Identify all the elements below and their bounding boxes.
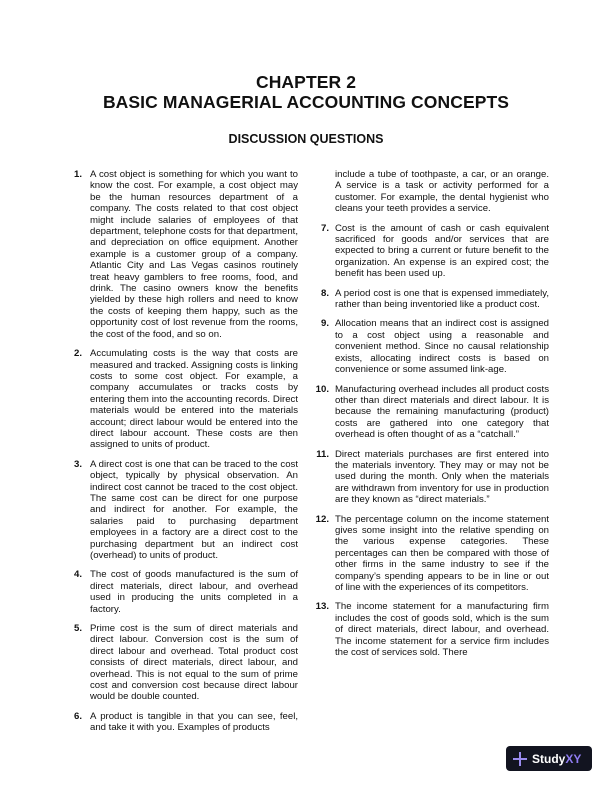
question-number: 13.: [315, 601, 329, 613]
question-number: 12.: [315, 513, 329, 525]
question-number: 2.: [73, 348, 82, 360]
question-item: [70, 169, 298, 340]
brand-accent: XY: [565, 751, 582, 766]
question-text: Direct materials purchases are first entered into the materials inventory. They may or may not be used during the month. Only when the materials are withdrawn from inventory for use in production are they known as “direct materials.”: [335, 448, 549, 506]
question-text: A product is tangible in that you can see, feel, and take it with you. Examples of products: [90, 710, 298, 734]
question-item: [311, 223, 549, 280]
chapter-heading: CHAPTER 2: [255, 72, 357, 92]
question-number: 4.: [73, 569, 82, 581]
question-item: [311, 318, 549, 375]
studyxy-badge[interactable]: [506, 746, 592, 771]
left-column: [70, 169, 298, 742]
question-number: 3.: [73, 458, 82, 470]
question-text: include a tube of toothpaste, a car, or an orange. A service is a task or activity performed for a customer. For example, the dental hygienist who cleans your teeth provides a service.: [335, 169, 549, 215]
question-item: [70, 623, 298, 703]
question-text: A direct cost is one that can be traced to the cost object, typically by physical observation. An indirect cost cannot be traced to the cost object. The same cost can be direct for one purpose and indirect for another. For example, the salaries paid to purchasing department employees in a factory are a direct cost to the purchasing department but an indirect cost (overhead) to units of product.: [90, 458, 298, 561]
question-text: Manufacturing overhead includes all product costs other than direct materials and direct labour. It is because the remaining manufacturing (product) costs are gathered into one category that overhead is often thought of as a “catchall.”: [335, 383, 549, 441]
question-text: The cost of goods manufactured is the sum of direct materials, direct labour, and overhead used in producing the units completed in a factory.: [90, 569, 298, 615]
question-item: [311, 384, 549, 441]
question-item: [70, 459, 298, 562]
question-item: [70, 348, 298, 451]
plus-icon: [513, 752, 527, 766]
question-text: Accumulating costs is the way that costs are measured and tracked. Assigning costs is linking costs to some cost object. For example, a company accumulates or tracks costs by entering them into the accounting records. Direct materials would be entered into the materials account; direct labour would be entered into the direct labour account. These costs are then assigned to units of product.: [90, 348, 298, 451]
question-number: 1.: [73, 169, 82, 180]
brand-logo-text: [532, 752, 581, 766]
question-number: 9.: [320, 318, 329, 330]
question-text: A period cost is one that is expensed immediately, rather than being inventoried like a product cost.: [335, 287, 549, 311]
question-number: 8.: [320, 287, 329, 299]
question-item: [311, 449, 549, 506]
question-item: [311, 514, 549, 594]
question-item: [311, 601, 549, 658]
question-text: The income statement for a manufacturing firm includes the cost of goods sold, which is the sum of direct materials, direct labour, and overhead. The income statement for a service firm includes the cost of services sold. There: [335, 601, 549, 659]
question-text: A cost object is something for which you want to know the cost. For example, a cost object may be the human resources department of a company. The costs related to that cost object might include salaries of employees of that department, telephone costs for that department, and depreciation on office equipment. Another example is a customer group of a company. Atlantic City and Las Vegas casinos routinely treat heavy gamblers to free rooms, food, and drink. The casino owners know the benefits yielded by these high rollers and need to know the costs of keeping them happy, such as the opportunity cost of lost revenue from the rooms, the cost of the food, and so on.: [90, 169, 298, 340]
question-number: 5.: [73, 623, 82, 635]
question-number: 6.: [73, 710, 82, 722]
question-item: [70, 711, 298, 734]
right-column: [311, 169, 549, 666]
brand-main: Study: [532, 751, 566, 766]
question-text: The percentage column on the income statement gives some insight into the relative spending on the various expense categories. These percentages can then be compared with those of other firms in the same industry to see if the company’s spending appears to be in line or out of line with the experiences of its competitors.: [335, 513, 549, 593]
question-continuation: [311, 169, 549, 215]
question-number: 10.: [315, 383, 329, 395]
question-number: 11.: [316, 448, 329, 460]
question-item: [70, 569, 298, 615]
question-text: Allocation means that an indirect cost is assigned to a cost object using a reasonable and convenient method. Since no causal relationship exists, allocating indirect costs is based on convenience or some assumed link-age.: [335, 318, 549, 376]
question-number: 7.: [320, 222, 329, 234]
chapter-title: BASIC MANAGERIAL ACCOUNTING CONCEPTS: [102, 92, 510, 112]
question-item: [311, 288, 549, 311]
section-heading: DISCUSSION QUESTIONS: [228, 132, 384, 146]
question-text: Prime cost is the sum of direct materials and direct labour. Conversion cost is the sum of direct labour and overhead. Total product cost consists of direct materials, direct labour, and overhead. This is not equal to the sum of prime cost and conversion cost because direct labour would be double counted.: [90, 623, 298, 703]
question-text: Cost is the amount of cash or cash equivalent sacrificed for goods and/or services that are expected to bring a current or future benefit to the organization. An expense is an expired cost; the benefit has been used up.: [335, 222, 549, 280]
